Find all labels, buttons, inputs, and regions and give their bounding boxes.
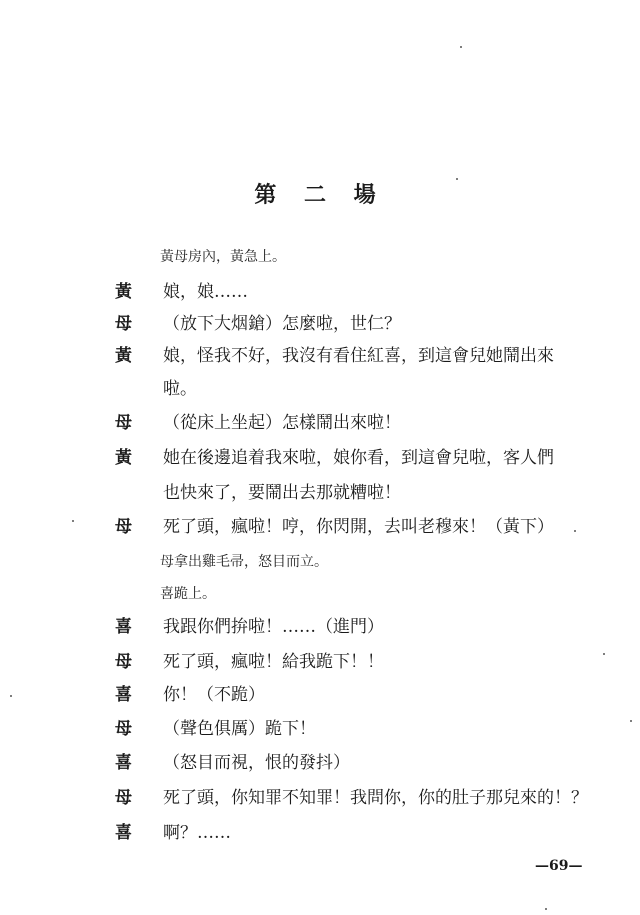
stage-direction-xi: 喜跪上。 (160, 586, 216, 602)
speaker: 黃 (115, 448, 132, 468)
speaker: 黃 (115, 346, 132, 366)
speaker: 母 (115, 652, 132, 672)
scan-speck (545, 908, 547, 910)
speech: 死了頭，瘋啦！哼，你閃開，去叫老穆來！（黃下） (163, 517, 554, 537)
speaker: 母 (115, 719, 132, 739)
speaker: 喜 (115, 753, 132, 773)
stage-direction-opening: 黃母房內，黃急上。 (160, 249, 286, 265)
speech-continuation: 也快來了，要鬧出去那就糟啦！ (163, 483, 401, 503)
scan-speck (603, 653, 605, 655)
speaker: 喜 (115, 823, 132, 843)
speaker: 喜 (115, 685, 132, 705)
speaker: 母 (115, 413, 132, 433)
speech: （聲色俱厲）跪下！ (163, 719, 316, 739)
speech: （放下大烟鎗）怎麼啦，世仁？ (163, 314, 401, 334)
speaker: 喜 (115, 617, 132, 637)
scan-speck (456, 178, 458, 180)
speaker: 母 (115, 314, 132, 334)
scan-speck (10, 695, 12, 697)
page-number: —69— (535, 858, 583, 874)
speech: （從床上坐起）怎樣鬧出來啦！ (163, 413, 401, 433)
speech: 娘，娘…… (163, 282, 248, 302)
scan-speck (630, 720, 632, 722)
speech: 我跟你們拚啦！……（進門） (163, 617, 384, 637)
speech: 啊？…… (163, 823, 231, 843)
speech: （怒目而視，恨的發抖） (163, 753, 350, 773)
scene-title: 第 二 場 (254, 182, 386, 208)
speaker: 黃 (115, 282, 132, 302)
scan-speck (574, 530, 576, 532)
scan-speck (72, 520, 74, 522)
speech: 死了頭，瘋啦！給我跪下！！ (163, 652, 384, 672)
speech: 你！（不跪） (163, 685, 265, 705)
scan-speck (460, 46, 462, 48)
speech: 死了頭，你知罪不知罪！我問你，你的肚子那兒來的！？ (163, 788, 588, 808)
speaker: 母 (115, 517, 132, 537)
speech: 娘，怪我不好，我沒有看住紅喜，到這會兒她鬧出來 (163, 346, 554, 366)
speech-continuation: 啦。 (163, 379, 197, 399)
stage-direction-mother: 母拿出雞毛帚，怒目而立。 (160, 554, 328, 570)
speaker: 母 (115, 788, 132, 808)
speech: 她在後邊追着我來啦，娘你看，到這會兒啦，客人們 (163, 448, 554, 468)
